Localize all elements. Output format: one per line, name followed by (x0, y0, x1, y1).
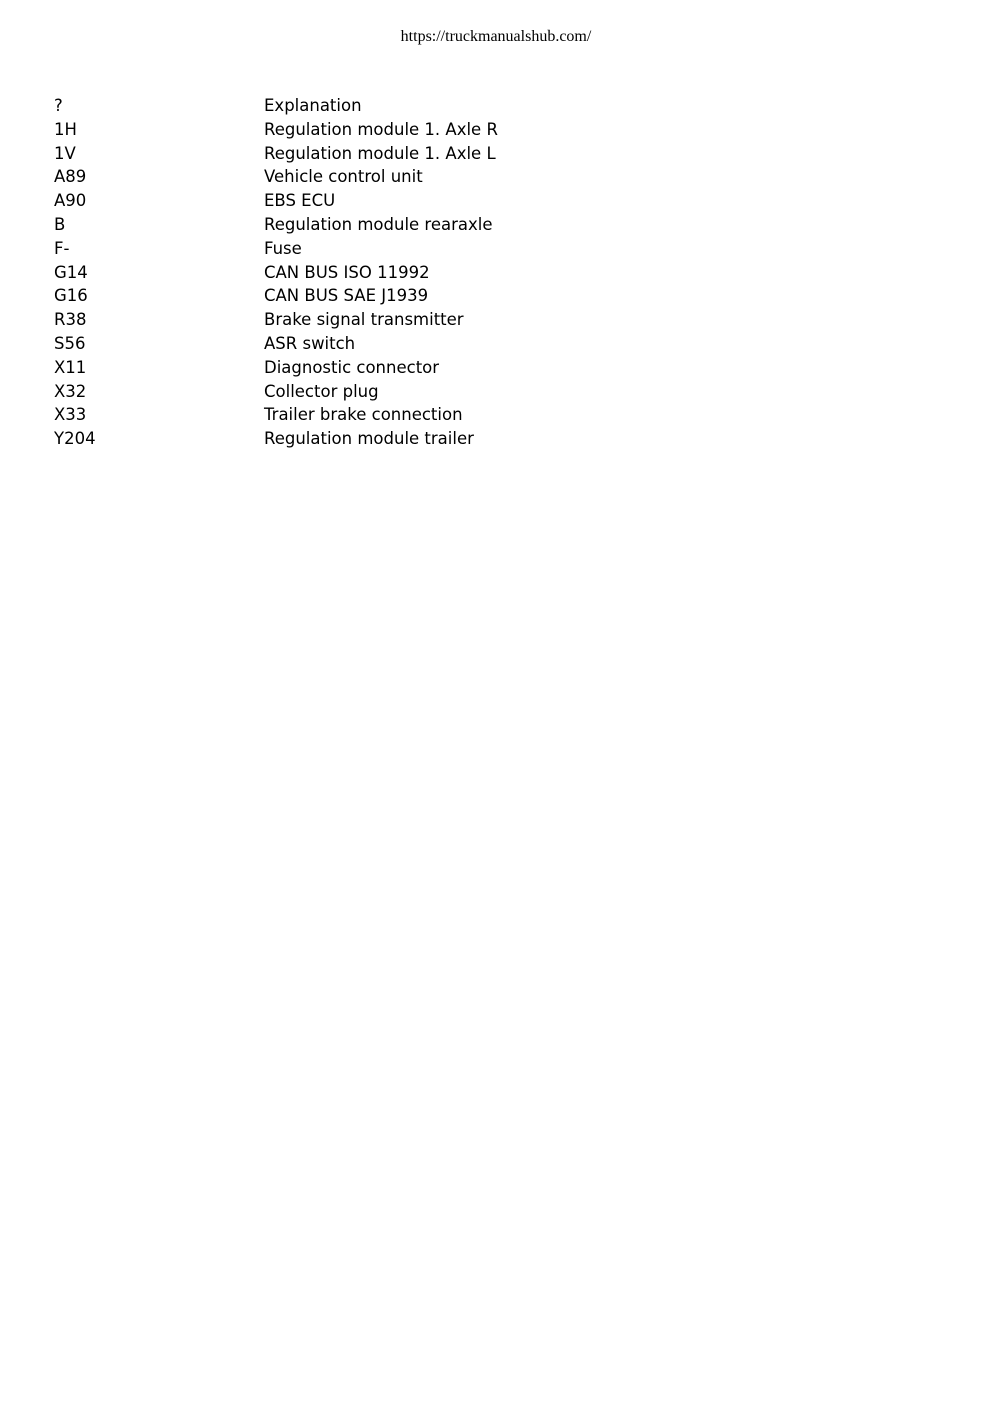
page-header-url: https://truckmanualshub.com/ (400, 28, 592, 45)
table-row (54, 189, 498, 213)
component-code: R38 (54, 310, 87, 330)
component-code: B (54, 214, 66, 234)
table-row (54, 213, 498, 237)
table-row (54, 284, 498, 308)
table-row (54, 165, 498, 189)
component-code: Y204 (54, 429, 96, 449)
component-code: X33 (54, 405, 87, 425)
table-row (54, 118, 498, 142)
component-explanation: Regulation module 1. Axle L (264, 143, 496, 163)
component-explanation: Brake signal transmitter (264, 310, 464, 330)
table-row (54, 403, 498, 427)
component-explanation: Regulation module trailer (264, 429, 474, 449)
component-explanation: Collector plug (264, 381, 379, 401)
table-header-row (54, 94, 498, 118)
component-explanation: CAN BUS ISO 11992 (264, 262, 430, 282)
component-explanation: Regulation module rearaxle (264, 214, 493, 234)
component-code: X11 (54, 357, 87, 377)
component-code: X32 (54, 381, 87, 401)
table-row (54, 261, 498, 285)
component-explanation: Diagnostic connector (264, 357, 440, 377)
component-explanation: CAN BUS SAE J1939 (264, 286, 429, 306)
component-explanation: Vehicle control unit (264, 167, 423, 187)
component-explanation: ASR switch (264, 333, 356, 353)
table-row (54, 427, 498, 451)
component-code: 1V (54, 143, 76, 163)
table-row (54, 332, 498, 356)
component-code: A89 (54, 167, 87, 187)
table-row (54, 237, 498, 261)
component-code: A90 (54, 191, 87, 211)
table-row (54, 380, 498, 404)
component-explanation: EBS ECU (264, 191, 336, 211)
table-row (54, 356, 498, 380)
component-explanation: Regulation module 1. Axle R (264, 119, 498, 139)
component-code: F- (54, 238, 70, 258)
component-legend-table (54, 94, 498, 451)
component-code: G14 (54, 262, 88, 282)
component-code: G16 (54, 286, 88, 306)
component-explanation: Fuse (264, 238, 302, 258)
table-row (54, 308, 498, 332)
code-column-header: ? (54, 96, 63, 115)
explanation-column-header: Explanation (264, 96, 362, 115)
component-code: S56 (54, 333, 86, 353)
component-code: 1H (54, 119, 77, 139)
component-explanation: Trailer brake connection (264, 405, 463, 425)
table-row (54, 142, 498, 166)
